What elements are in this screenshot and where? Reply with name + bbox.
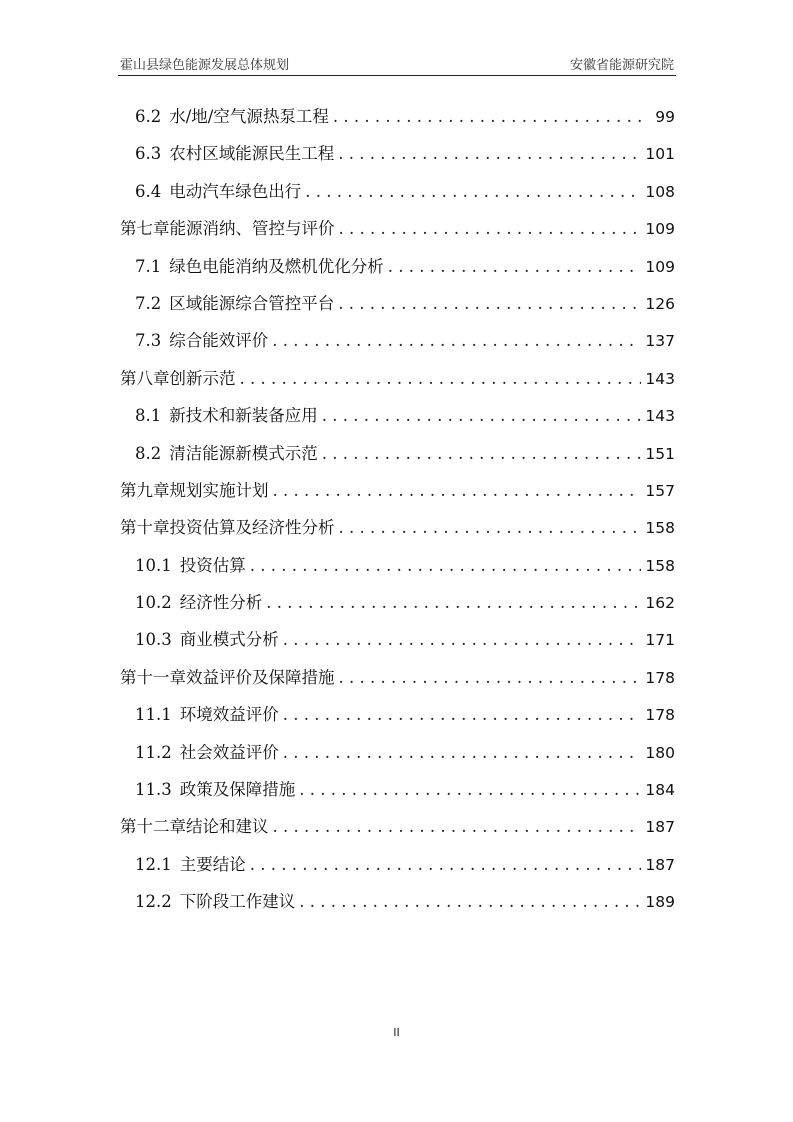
toc-entry-title: 水/地/空气源热泵工程 (169, 107, 329, 126)
toc-dot-leader (333, 107, 645, 126)
toc-entry-page-number: 101 (645, 145, 675, 164)
toc-entry-number: 10.3 (135, 630, 172, 650)
toc-dot-leader (338, 294, 641, 313)
toc-dot-leader (283, 705, 642, 724)
toc-entry-number: 7.3 (135, 331, 162, 351)
organization-name: 安徽省能源研究院 (569, 58, 674, 73)
toc-dot-leader (266, 593, 641, 612)
toc-dot-leader (273, 817, 642, 836)
toc-section-entry[interactable] (120, 776, 675, 813)
toc-entry-number: 11.3 (135, 780, 172, 800)
toc-section-entry[interactable] (120, 290, 675, 327)
toc-entry-number: 6.4 (135, 181, 162, 201)
toc-entry-page-number: 171 (645, 631, 675, 650)
toc-entry-number: 10.2 (135, 593, 172, 613)
toc-entry-number: 7.2 (135, 293, 162, 313)
toc-entry-page-number: 184 (645, 781, 675, 800)
toc-entry-page-number: 109 (645, 220, 675, 239)
toc-dot-leader (338, 144, 641, 163)
toc-section-entry[interactable] (120, 851, 675, 888)
toc-entry-title: 第十二章结论和建议 (120, 817, 269, 837)
toc-section-entry[interactable] (120, 178, 675, 215)
toc-dot-leader (283, 630, 642, 649)
toc-section-entry[interactable] (120, 402, 675, 439)
toc-entry-title: 政策及保障措施 (179, 780, 296, 800)
toc-entry-number: 8.2 (135, 443, 162, 463)
toc-entry-title: 第七章能源消纳、管控与评价 (120, 219, 335, 239)
toc-dot-leader (283, 743, 642, 762)
toc-entry-page-number: 180 (645, 743, 675, 762)
toc-chapter-entry[interactable] (120, 365, 675, 402)
toc-chapter-entry[interactable] (120, 215, 675, 252)
toc-entry-page-number: 99 (655, 108, 675, 126)
toc-entry-number: 7.1 (135, 256, 162, 276)
toc-dot-leader (272, 331, 641, 350)
toc-entry-page-number: 162 (645, 594, 675, 613)
toc-entry-number: 8.1 (135, 406, 162, 426)
toc-dot-leader (299, 780, 641, 799)
toc-entry-title: 环境效益评价 (179, 705, 279, 725)
toc-entry-page-number: 189 (645, 893, 675, 912)
page-number: II (393, 1026, 400, 1039)
toc-chapter-entry[interactable] (120, 514, 675, 551)
toc-section-entry[interactable] (120, 253, 675, 290)
toc-entry-title: 区域能源综合管控平台 (169, 293, 335, 313)
toc-entry-title: 电动汽车绿色出行 (169, 181, 302, 201)
toc-entry-page-number: 178 (645, 706, 675, 725)
toc-entry-title: 经济性分析 (179, 593, 263, 613)
toc-dot-leader (322, 406, 642, 425)
toc-dot-leader (299, 892, 641, 911)
toc-dot-leader (273, 481, 642, 500)
toc-dot-leader (250, 556, 642, 575)
toc-section-entry[interactable] (120, 589, 675, 626)
toc-entry-number: 12.2 (135, 892, 172, 912)
toc-entry-title: 主要结论 (179, 854, 246, 874)
toc-entry-page-number: 158 (645, 519, 675, 538)
page-header (118, 50, 676, 76)
toc-entry-title: 第十章投资估算及经济性分析 (120, 518, 335, 538)
toc-entry-page-number: 109 (645, 257, 675, 276)
toc-entry-number: 10.1 (135, 555, 172, 575)
toc-dot-leader (339, 518, 642, 537)
toc-entry-page-number: 178 (645, 668, 675, 687)
toc-entry-page-number: 143 (645, 407, 675, 426)
toc-dot-leader (240, 369, 642, 388)
toc-section-entry[interactable] (120, 552, 675, 589)
toc-entry-title: 第十一章效益评价及保障措施 (120, 667, 335, 687)
toc-section-entry[interactable] (120, 626, 675, 663)
toc-entry-title: 投资估算 (179, 555, 246, 575)
toc-section-entry[interactable] (120, 739, 675, 776)
toc-dot-leader (305, 182, 641, 201)
toc-entry-page-number: 187 (645, 818, 675, 837)
toc-entry-page-number: 151 (645, 444, 675, 463)
toc-dot-leader (388, 257, 642, 276)
toc-entry-page-number: 187 (645, 855, 675, 874)
toc-dot-leader (322, 444, 642, 463)
toc-entry-title: 第九章规划实施计划 (120, 480, 269, 500)
toc-section-entry[interactable] (120, 701, 675, 738)
toc-chapter-entry[interactable] (120, 813, 675, 850)
toc-chapter-entry[interactable] (120, 477, 675, 514)
toc-entry-title: 农村区域能源民生工程 (169, 144, 335, 164)
header-divider (118, 75, 676, 76)
toc-entry-title: 第八章创新示范 (120, 368, 236, 388)
toc-entry-title: 新技术和新装备应用 (169, 406, 318, 426)
toc-entry-page-number: 108 (645, 182, 675, 201)
toc-entry-title: 商业模式分析 (179, 630, 279, 650)
toc-dot-leader (250, 855, 642, 874)
toc-entry-page-number: 143 (645, 369, 675, 388)
toc-entry-page-number: 157 (645, 481, 675, 500)
toc-section-entry[interactable] (120, 440, 675, 477)
toc-entry-number: 12.1 (135, 854, 172, 874)
toc-entry-page-number: 137 (645, 332, 675, 351)
toc-chapter-entry[interactable] (120, 664, 675, 701)
toc-section-entry[interactable] (120, 327, 675, 364)
toc-entry-title: 清洁能源新模式示范 (169, 443, 318, 463)
toc-entry-title: 社会效益评价 (179, 742, 279, 762)
table-of-contents (120, 103, 675, 926)
toc-dot-leader (339, 219, 642, 238)
toc-dot-leader (339, 668, 642, 687)
toc-entry-title: 绿色电能消纳及燃机优化分析 (169, 256, 384, 276)
toc-entry-number: 6.3 (135, 144, 162, 164)
toc-entry-page-number: 126 (645, 294, 675, 313)
document-title: 霍山县绿色能源发展总体规划 (120, 58, 290, 73)
toc-section-entry[interactable] (120, 103, 675, 140)
toc-entry-number: 11.2 (135, 742, 172, 762)
toc-entry-title: 下阶段工作建议 (179, 892, 296, 912)
toc-entry-number: 11.1 (135, 705, 172, 725)
toc-section-entry[interactable] (120, 888, 675, 925)
toc-entry-number: 6.2 (135, 107, 162, 126)
toc-entry-page-number: 158 (645, 556, 675, 575)
toc-section-entry[interactable] (120, 140, 675, 177)
toc-entry-title: 综合能效评价 (169, 331, 269, 351)
